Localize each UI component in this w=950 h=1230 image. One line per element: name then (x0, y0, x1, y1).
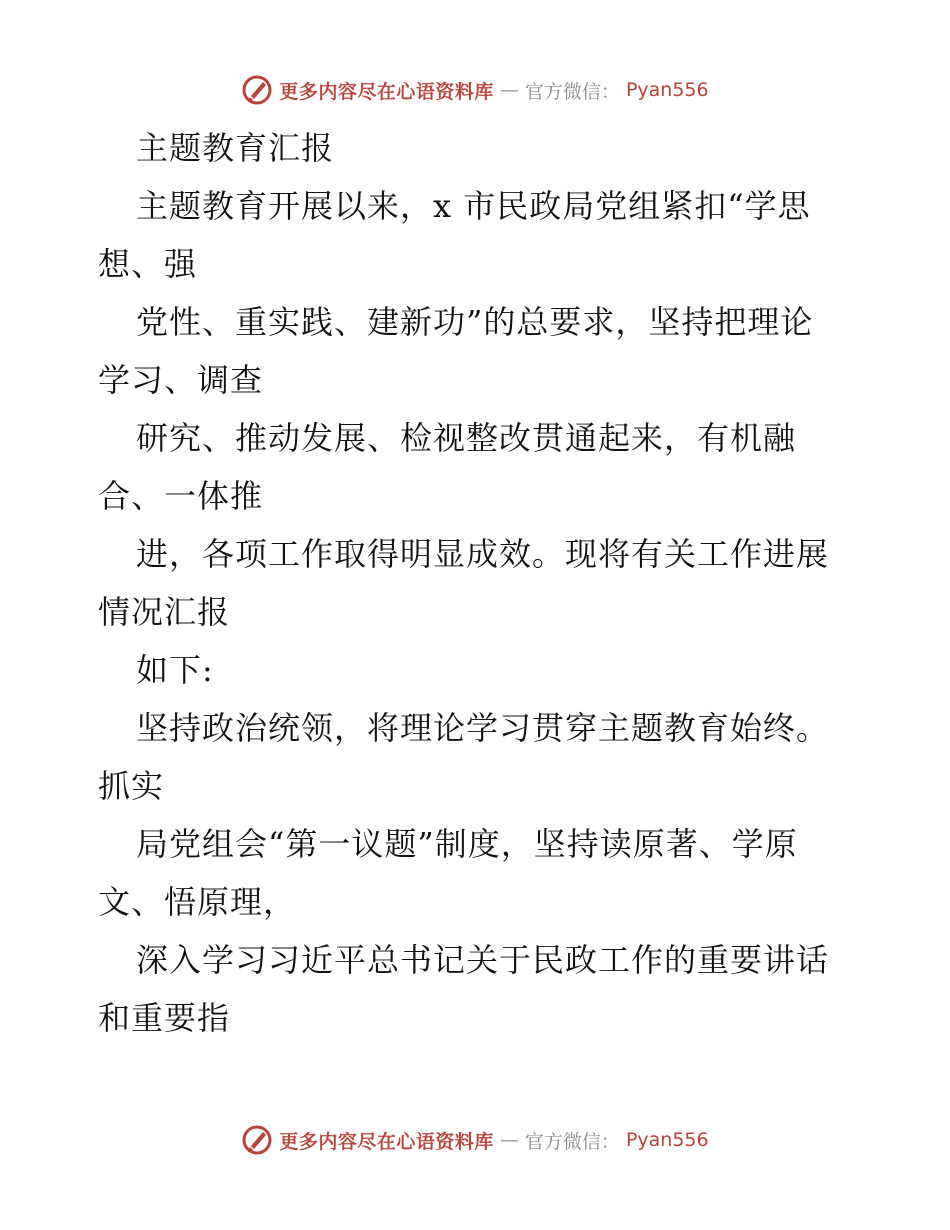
banner-wechat-id: Pyan556 (625, 79, 709, 101)
text-line: 坚持政治统领，将理论学习贯穿主题教育始终。 (136, 709, 830, 747)
text-line: 局党组会“第一议题”制度，坚持读原著、学原 (136, 825, 798, 863)
banner-wechat-label: 官方微信： (524, 80, 620, 103)
text-line: 和重要指 (98, 999, 231, 1037)
text-line: 合、一体推 (98, 477, 264, 515)
text-line: 研究、推动发展、检视整改贯通起来，有机融 (136, 419, 797, 457)
text-line: 学习、调查 (98, 361, 264, 399)
text-line: 想、强 (98, 245, 198, 283)
text-line: 党性、重实践、建新功”的总要求，坚持把理论 (136, 303, 814, 341)
text-line: 进，各项工作取得明显成效。现将有关工作进展 (136, 535, 830, 573)
banner-slogan: 更多内容尽在心语资料库 (279, 80, 494, 103)
text-line: 主题教育汇报 (136, 129, 335, 167)
footer-banner (0, 1120, 950, 1160)
text-line: 文、悟原理， (98, 883, 297, 921)
header-banner (0, 70, 950, 110)
banner-slogan: 更多内容尽在心语资料库 (279, 1130, 494, 1153)
banner-dash: — (499, 1129, 519, 1151)
text-line: 抓实 (98, 767, 165, 805)
banner-wechat-label: 官方微信： (524, 1130, 620, 1153)
banner-wechat-id: Pyan556 (625, 1129, 709, 1151)
text-line: 主题教育开展以来，x 市民政局党组紧扣“学思 (136, 187, 811, 225)
text-line: 如下: (136, 651, 214, 689)
document-body (98, 119, 858, 1047)
pen-logo-icon (241, 1124, 273, 1156)
banner-dash: — (499, 79, 519, 101)
text-line: 深入学习习近平总书记关于民政工作的重要讲话 (136, 941, 830, 979)
pen-logo-icon (241, 74, 273, 106)
text-line: 情况汇报 (98, 593, 231, 631)
